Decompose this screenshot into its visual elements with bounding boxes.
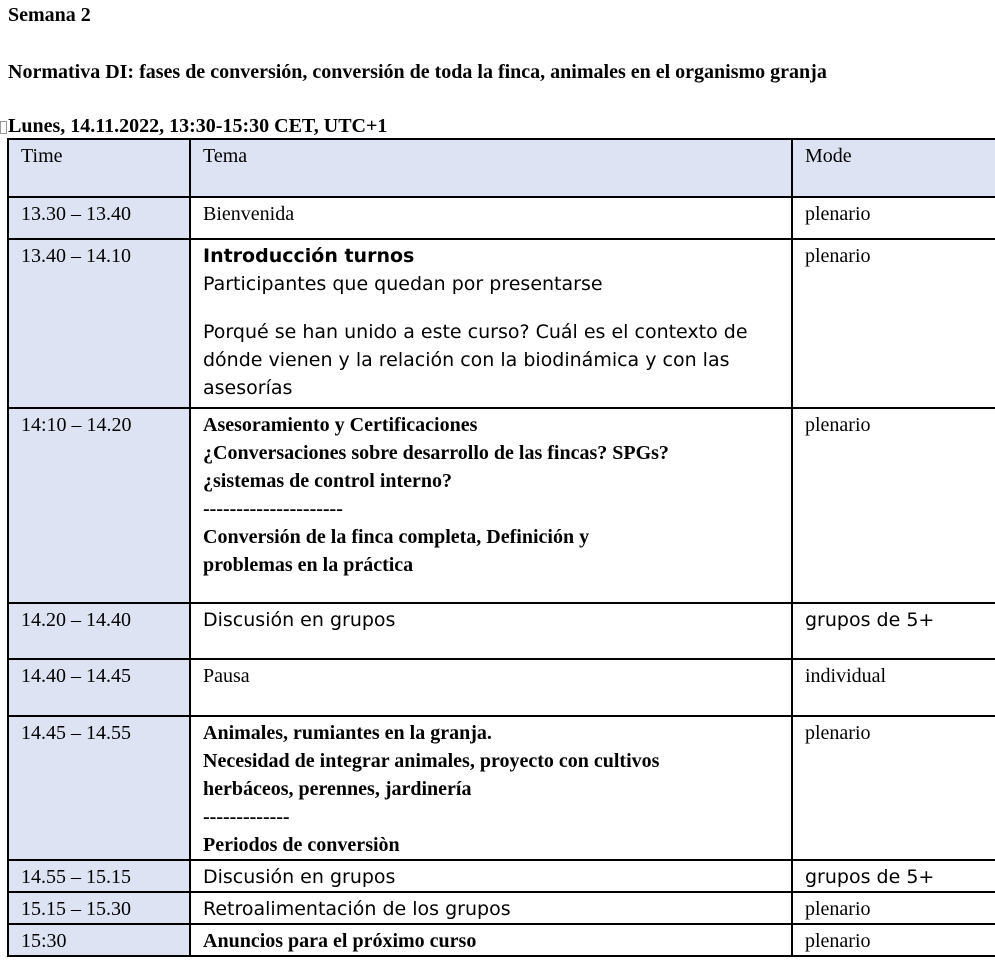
- row-mode: grupos de 5+: [792, 860, 995, 892]
- row-topic: Animales, rumiantes en la granja. Necesidad de integrar animales, proyecto con cultivos herbáceos, perennes, jardinería ------------- Periodos de conversiòn: [190, 716, 792, 860]
- table-row: [8, 603, 995, 659]
- row-time: 13.30 – 13.40: [8, 197, 190, 239]
- header-topic: Tema: [190, 139, 792, 197]
- row-topic: Bienvenida: [190, 197, 792, 239]
- row-time: 15:30: [8, 924, 190, 956]
- table-row: [8, 659, 995, 716]
- row-mode: plenario: [792, 239, 995, 408]
- row-topic: Pausa: [190, 659, 792, 716]
- table-row: [8, 716, 995, 860]
- table-row: [8, 197, 995, 239]
- row-time: 14.55 – 15.15: [8, 860, 190, 892]
- table-row: [8, 860, 995, 892]
- row-topic: Introducción turnos Participantes que quedan por presentarse Porqué se han unido a este curso? Cuál es el contexto de dónde vienen y la relación con la biodinámica y con las asesorías: [190, 239, 792, 408]
- row-time: 14:10 – 14.20: [8, 408, 190, 603]
- row-time: 15.15 – 15.30: [8, 892, 190, 924]
- table-row: [8, 239, 995, 408]
- row-mode: grupos de 5+: [792, 603, 995, 659]
- table-header-row: [8, 139, 995, 197]
- row-topic: Retroalimentación de los grupos: [190, 892, 792, 924]
- row-mode: individual: [792, 659, 995, 716]
- row-topic: Discusión en grupos: [190, 603, 792, 659]
- row-topic: Anuncios para el próximo curso: [190, 924, 792, 956]
- row-mode: plenario: [792, 892, 995, 924]
- session-title: Lunes, 14.11.2022, 13:30-15:30 CET, UTC+1: [8, 115, 388, 137]
- module-title: Normativa DI: fases de conversión, conversión de toda la finca, animales en el organismo granja: [8, 61, 827, 83]
- row-mode: plenario: [792, 924, 995, 956]
- row-topic: Discusión en grupos: [190, 860, 792, 892]
- header-mode: Mode: [792, 139, 995, 197]
- table-move-handle[interactable]: [0, 121, 7, 134]
- row-mode: plenario: [792, 408, 995, 603]
- header-time: Time: [8, 139, 190, 197]
- row-topic: Asesoramiento y Certificaciones ¿Conversaciones sobre desarrollo de las fincas? SPGs? ¿sistemas de control interno? --------------------- Conversión de la finca completa, Definición y problemas en la práctica: [190, 408, 792, 603]
- table-row: [8, 924, 995, 956]
- row-mode: plenario: [792, 716, 995, 860]
- row-time: 14.40 – 14.45: [8, 659, 190, 716]
- table-row: [8, 892, 995, 924]
- row-mode: plenario: [792, 197, 995, 239]
- agenda-table: [7, 138, 995, 957]
- row-time: 13.40 – 14.10: [8, 239, 190, 408]
- table-row: [8, 408, 995, 603]
- row-time: 14.45 – 14.55: [8, 716, 190, 860]
- row-time: 14.20 – 14.40: [8, 603, 190, 659]
- week-title: Semana 2: [8, 4, 91, 26]
